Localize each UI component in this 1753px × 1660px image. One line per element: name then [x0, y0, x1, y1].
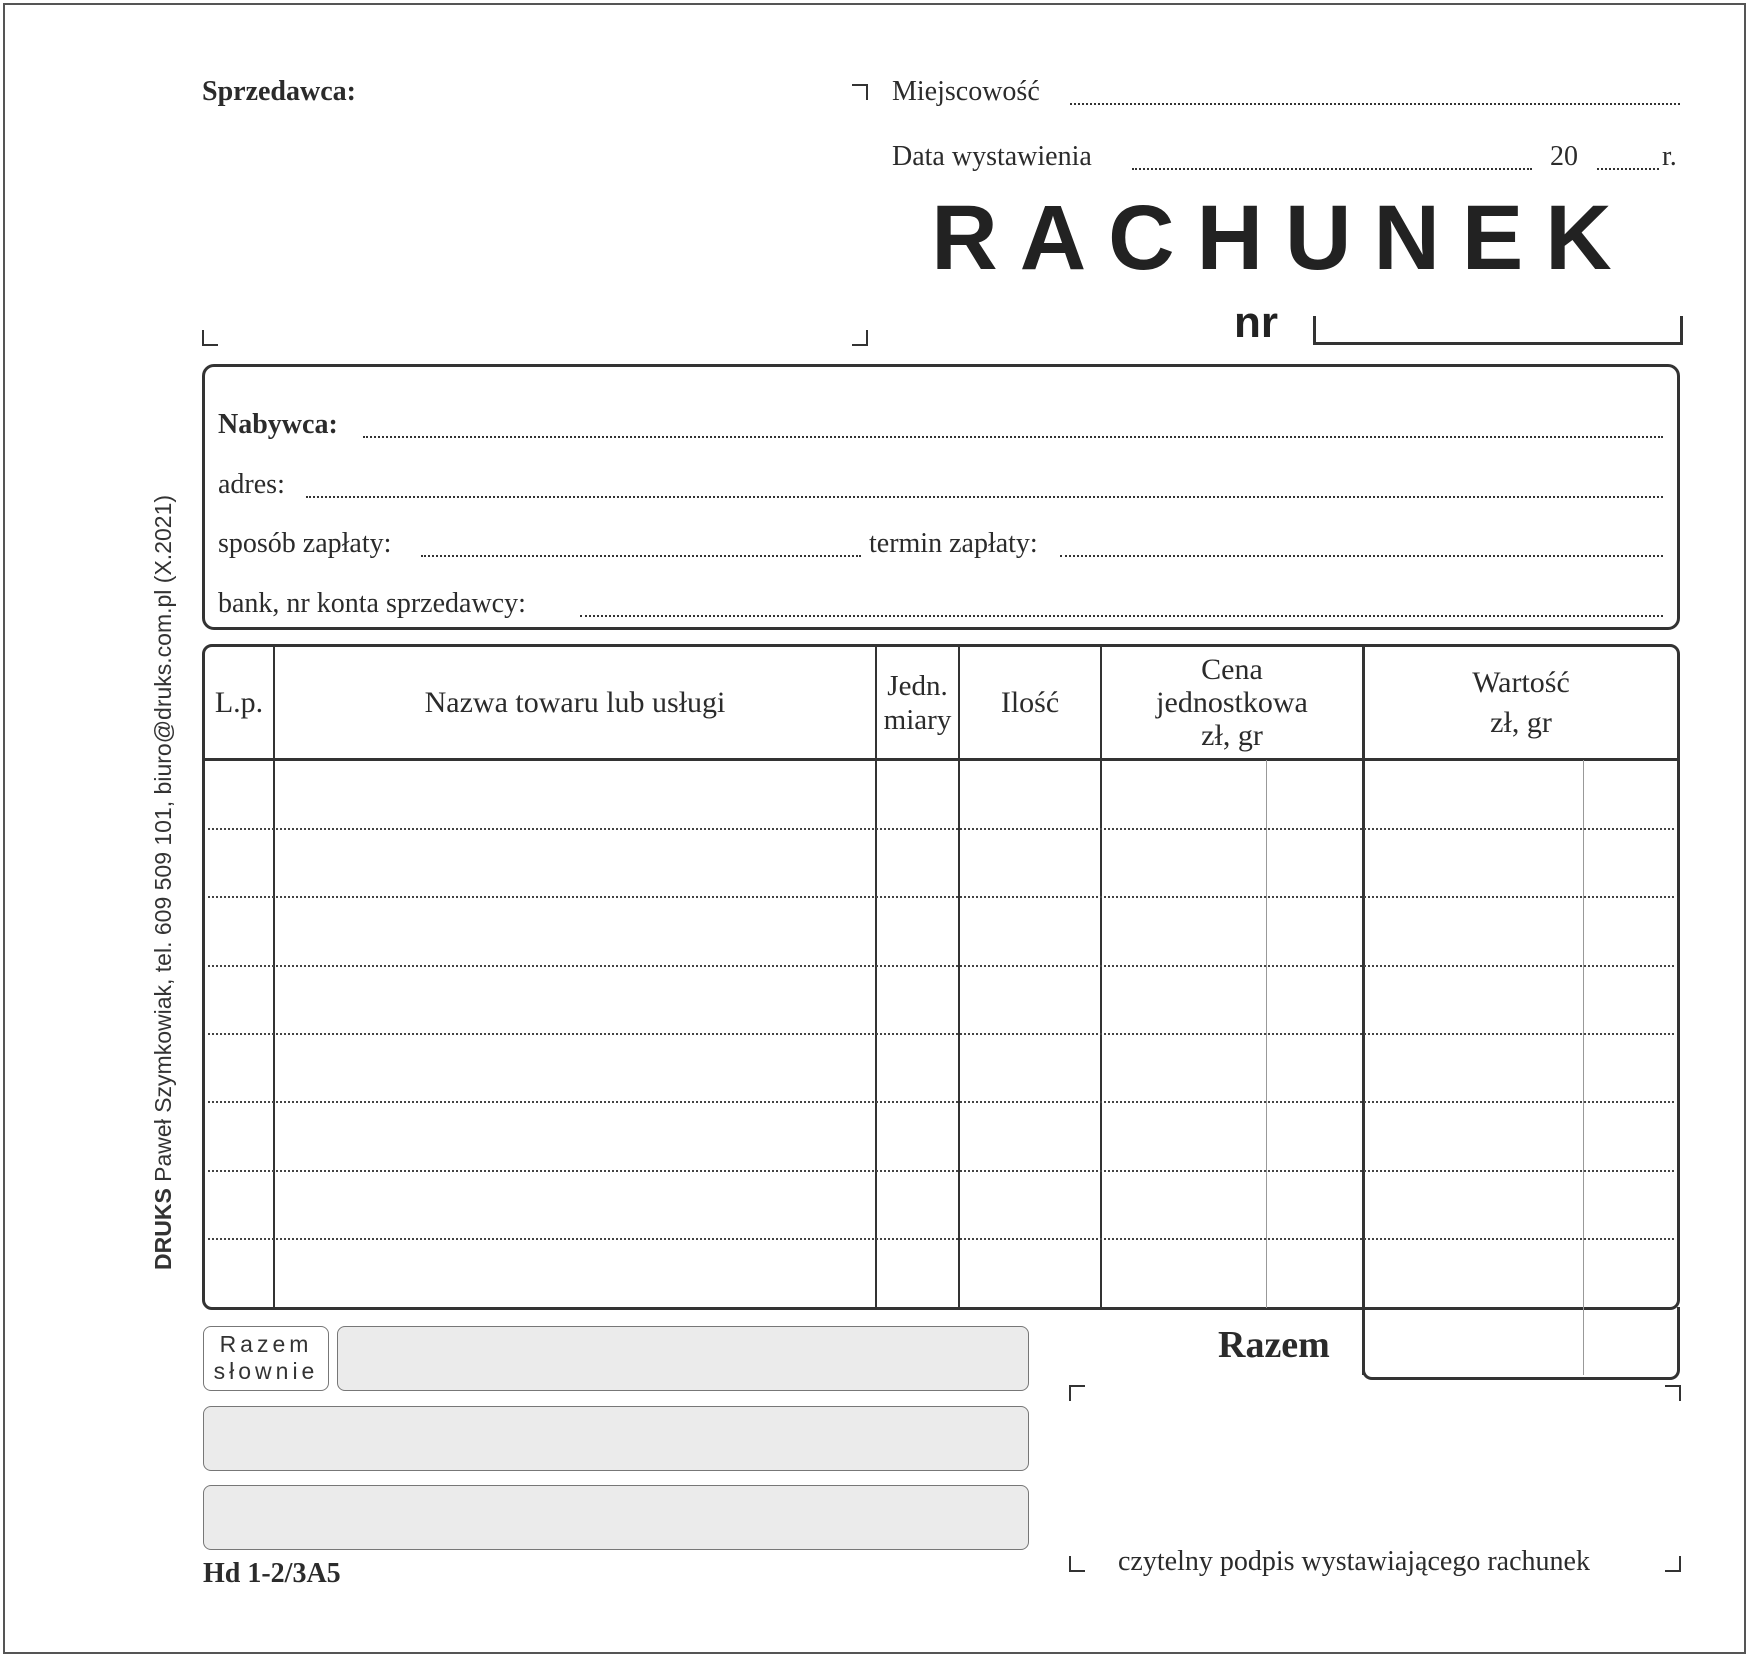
place-label: Miejscowość	[892, 76, 1040, 107]
seller-corner-tr	[852, 84, 868, 100]
form-code: Hd 1-2/3A5	[203, 1558, 341, 1589]
payment-term-label: termin zapłaty:	[869, 528, 1038, 559]
row-separator	[208, 1170, 1674, 1172]
seller-field[interactable]	[202, 120, 862, 340]
issue-date-field[interactable]	[1132, 168, 1532, 170]
amount-in-words-label-box	[203, 1326, 329, 1391]
signature-corner-br	[1665, 1556, 1681, 1572]
bank-label: bank, nr konta sprzedawcy:	[218, 588, 526, 619]
amount-in-words-field-2[interactable]	[203, 1406, 1029, 1471]
seller-label: Sprzedawca:	[202, 76, 356, 107]
payment-method-field[interactable]	[421, 555, 861, 557]
year-field[interactable]	[1597, 168, 1659, 170]
row-separator	[208, 965, 1674, 967]
row-separator	[208, 1101, 1674, 1103]
number-label: nr	[1234, 298, 1278, 347]
payment-method-label: sposób zapłaty:	[218, 528, 392, 559]
buyer-field[interactable]	[363, 436, 1663, 438]
row-separator	[208, 828, 1674, 830]
header-separator	[203, 758, 1679, 761]
seller-corner-br	[852, 330, 868, 346]
address-field[interactable]	[306, 496, 1663, 498]
row-separator	[208, 896, 1674, 898]
amount-in-words-field-1[interactable]	[337, 1326, 1029, 1391]
signature-label: czytelny podpis wystawiającego rachunek	[1118, 1546, 1590, 1577]
seller-corner-bl	[202, 330, 218, 346]
header-qty: Ilość	[1000, 686, 1060, 719]
row-separator	[208, 1238, 1674, 1240]
header-unit-line2: miary	[883, 704, 952, 736]
signature-corner-bl	[1069, 1556, 1085, 1572]
header-name: Nazwa towaru lub usługi	[424, 686, 726, 719]
buyer-label: Nabywca:	[218, 409, 338, 440]
value-grosz-divider	[1583, 760, 1584, 1375]
printer-details: Paweł Szymkowiak, tel. 609 509 101, biuro@druks.com.pl (X.2021)	[150, 494, 176, 1182]
address-label: adres:	[218, 469, 285, 500]
header-lp: L.p.	[214, 686, 264, 719]
header-price-line3: zł, gr	[1201, 718, 1263, 752]
amount-in-words-field-3[interactable]	[203, 1485, 1029, 1550]
signature-corner-tr	[1665, 1385, 1681, 1401]
words-label-line1: Razem	[219, 1331, 313, 1357]
total-field[interactable]	[1362, 1307, 1680, 1380]
bank-account-field[interactable]	[580, 615, 1663, 617]
place-field[interactable]	[1070, 103, 1680, 105]
total-label: Razem	[1218, 1324, 1330, 1366]
header-price-line1: Cena	[1201, 652, 1263, 686]
header-value	[1365, 650, 1677, 756]
year-prefix: 20	[1550, 141, 1578, 172]
header-price-line2: jednostkowa	[1156, 685, 1308, 719]
header-unit-price	[1102, 648, 1362, 756]
number-field[interactable]	[1313, 316, 1683, 345]
header-unit-line1: Jedn.	[887, 670, 948, 702]
header-unit	[877, 650, 958, 756]
document-title: RACHUNEK	[931, 187, 1634, 289]
row-separator	[208, 1033, 1674, 1035]
header-value-line1: Wartość	[1472, 666, 1570, 699]
printer-imprint	[150, 410, 184, 1270]
printer-brand: DRUKS	[150, 1188, 176, 1270]
payment-term-field[interactable]	[1060, 555, 1663, 557]
words-label-line2: słownie	[213, 1358, 319, 1384]
header-value-line2: zł, gr	[1490, 706, 1552, 739]
issue-date-label: Data wystawienia	[892, 141, 1092, 172]
year-suffix: r.	[1662, 141, 1677, 172]
signature-field[interactable]	[1075, 1395, 1665, 1545]
